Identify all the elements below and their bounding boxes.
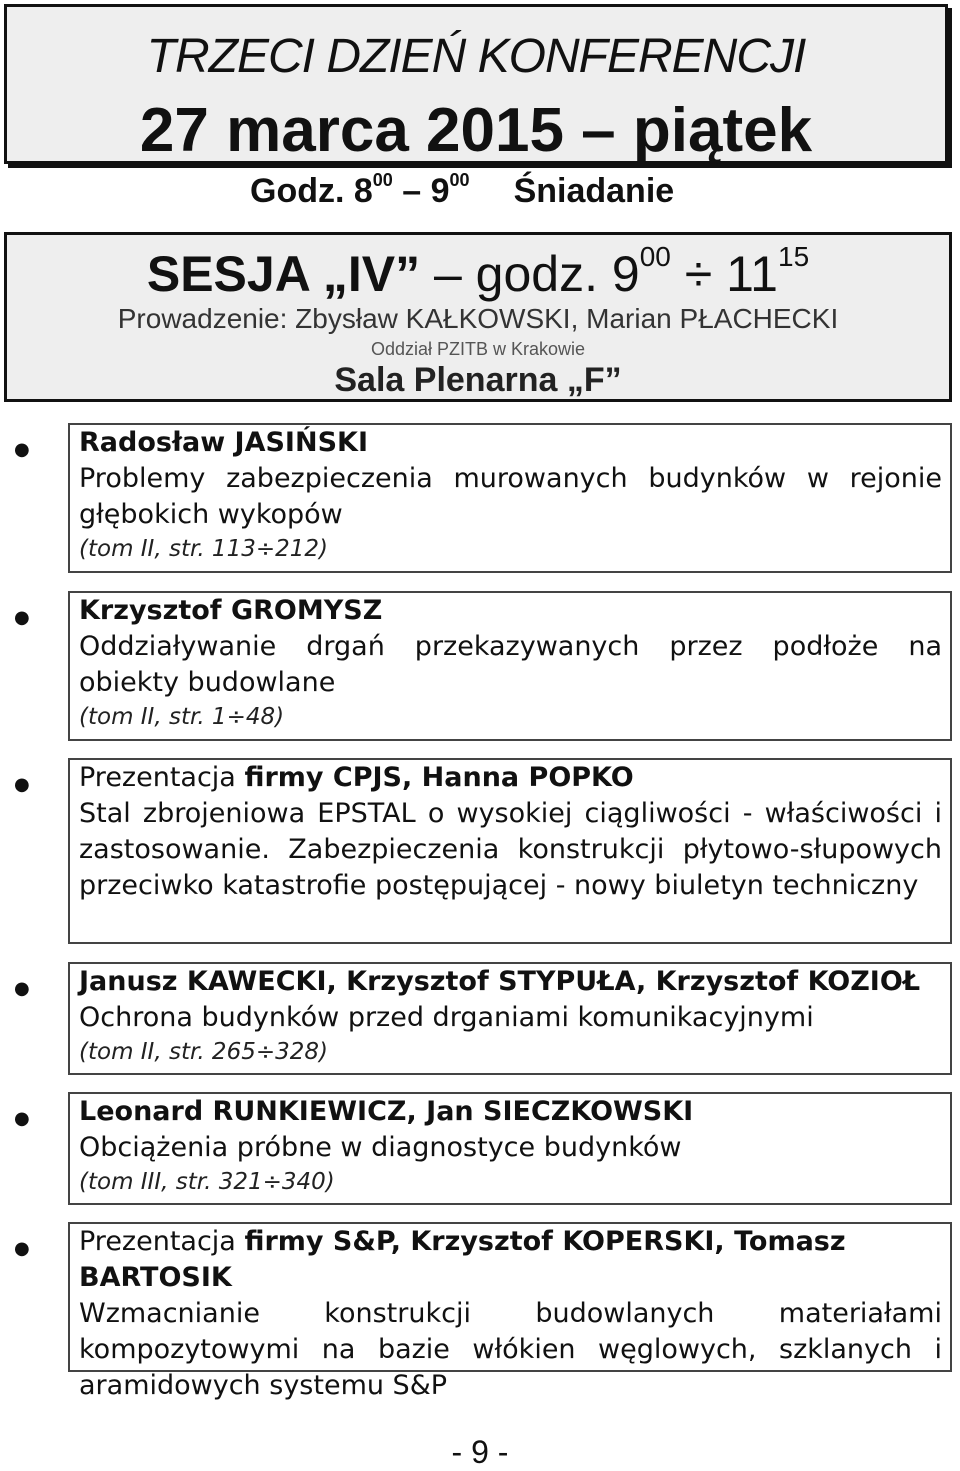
talk-title: Oddziaływanie drgań przekazywanych przez podłoże na obiekty budowlane (79, 631, 942, 698)
talk-item (14, 1222, 952, 1401)
session-chairs: Prowadzenie: Zbysław KAŁKOWSKI, Marian PŁACHECKI (117, 303, 839, 334)
breakfast-end-min: 00 (449, 170, 470, 190)
breakfast-meal: Śniadanie (513, 172, 675, 210)
bullet-icon: ● (14, 1108, 30, 1129)
bullet-icon: ● (14, 439, 30, 460)
talk-reference: (tom II, str. 1÷48) (79, 704, 285, 730)
talk-item (14, 962, 952, 1075)
session-time-prefix: – godz. 9 (420, 246, 640, 302)
talk-speaker: Janusz KAWECKI, Krzysztof STYPUŁA, Krzysztof KOZIOŁ (79, 966, 921, 997)
talk-title: Wzmacnianie konstrukcji budowlanych materiałami kompozytowymi na bazie włókien węglowych, szklanych i aramidowych systemu S&P (79, 1298, 942, 1401)
talk-title: Obciążenia próbne w diagnostyce budynków (79, 1132, 682, 1163)
session-room: Sala Plenarna „F” (334, 361, 622, 399)
talk-reference: (tom II, str. 113÷212) (79, 536, 328, 562)
page-number: - 9 - (451, 1434, 509, 1470)
session-branch: Oddział PZITB w Krakowie (370, 339, 586, 359)
talk-title: Problemy zabezpieczenia murowanych budynków w rejonie głębokich wykopów (79, 463, 942, 530)
bullet-icon: ● (14, 978, 30, 999)
breakfast-time-label: Godz. 8 (250, 172, 373, 210)
talk-item (14, 423, 952, 573)
talk-company: firmy CPJS, Hanna POPKO (244, 762, 634, 793)
date-title: 27 marca 2015 – piątek (139, 96, 813, 165)
talk-speaker: Leonard RUNKIEWICZ, Jan SIECZKOWSKI (79, 1096, 694, 1127)
bullet-icon: ● (14, 1238, 30, 1259)
talk-reference: (tom III, str. 321÷340) (79, 1169, 335, 1195)
breakfast-start-min: 00 (372, 170, 393, 190)
talk-speaker (79, 760, 942, 796)
breakfast-line (250, 172, 674, 211)
bullet-icon: ● (14, 607, 30, 628)
talk-item (14, 591, 952, 741)
talk-prefix: Prezentacja (79, 1226, 245, 1257)
session-name: SESJA „IV” (146, 246, 421, 302)
bullet-icon: ● (14, 774, 30, 795)
session-title (7, 241, 949, 303)
talk-company: firmy S&P, Krzysztof KOPERSKI, Tomasz BARTOSIK (79, 1226, 846, 1293)
talk-reference: (tom II, str. 265÷328) (79, 1039, 328, 1065)
day-title: TRZECI DZIEŃ KONFERENCJI (146, 30, 806, 83)
session-start-min: 00 (639, 241, 671, 272)
session-header (4, 232, 952, 402)
talk-prefix: Prezentacja (79, 762, 245, 793)
talk-item (14, 1092, 952, 1205)
session-separator: ÷ 11 (670, 246, 778, 302)
session-end-min: 15 (778, 241, 810, 272)
breakfast-dash: – 9 (392, 172, 450, 210)
talk-item (14, 758, 952, 944)
talk-speaker: Krzysztof GROMYSZ (79, 595, 383, 626)
talk-title: Stal zbrojeniowa EPSTAL o wysokiej ciągliwości - właściwości i zastosowanie. Zabezpieczenia konstrukcji płytowo-słupowych przeciwko katastrofie postępującej - nowy biuletyn techniczny (79, 798, 942, 901)
talk-speaker: Radosław JASIŃSKI (79, 427, 368, 458)
talk-speaker (79, 1224, 942, 1296)
day-header (4, 4, 948, 164)
talk-title: Ochrona budynków przed drganiami komunikacyjnymi (79, 1002, 814, 1033)
